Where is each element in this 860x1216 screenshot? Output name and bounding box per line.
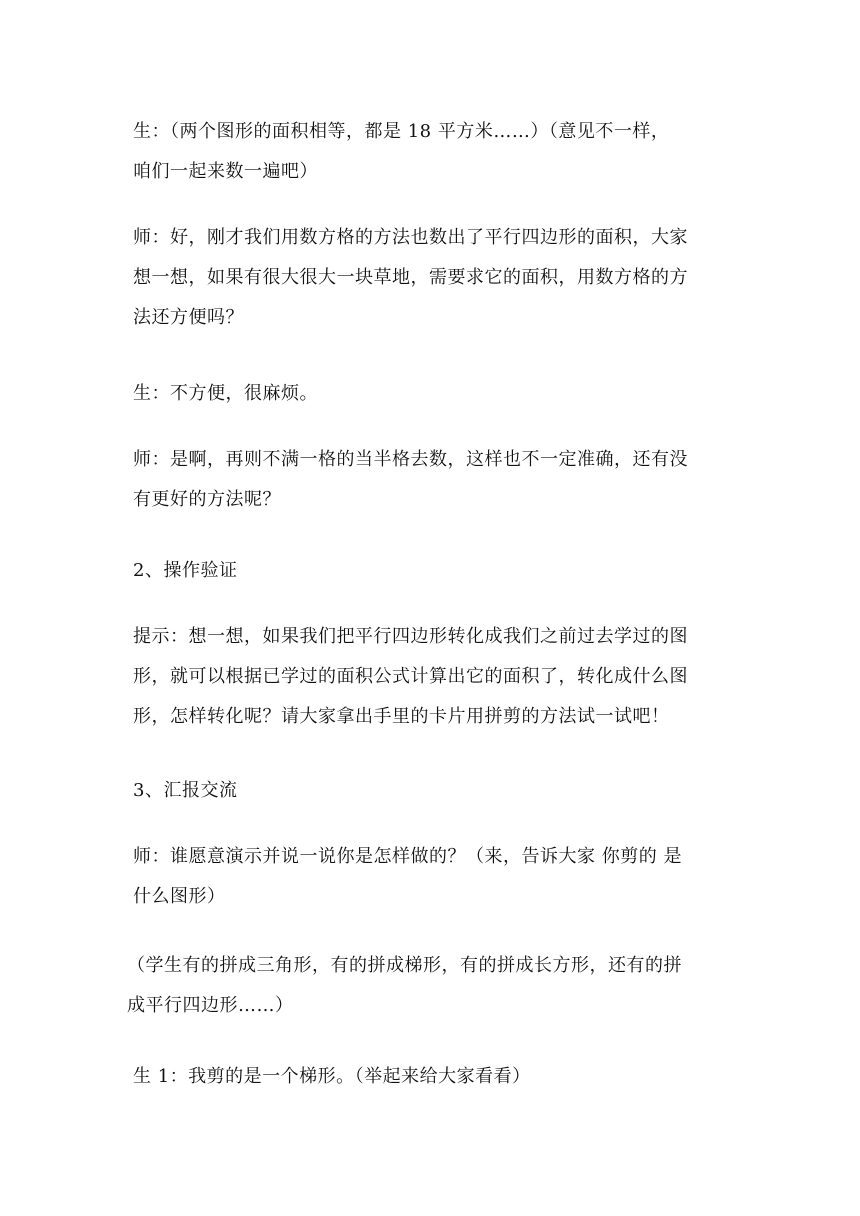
text-line: 生：不方便，很麻烦。 (133, 383, 318, 404)
paragraph-teacher-question (133, 218, 733, 338)
text-line: 师：好，刚才我们用数方格的方法也数出了平行四边形的面积，大家 (133, 227, 688, 248)
text-line: 师：是啊，再则不满一格的当半格去数，这样也不一定准确，还有没 (133, 449, 688, 470)
paragraph-teacher-followup (133, 440, 733, 520)
text-line: 2、操作验证 (133, 560, 238, 581)
paragraph-student-answer (133, 112, 733, 192)
text-line: （学生有的拼成三角形，有的拼成梯形，有的拼成长方形，还有的拼 (127, 955, 682, 976)
text-line: 3、汇报交流 (133, 780, 238, 801)
paragraph-student-one (133, 1057, 733, 1097)
paragraph-student-reply (133, 374, 733, 414)
text-line: 形，就可以根据已学过的面积公式计算出它的面积了，转化成什么图 (133, 666, 688, 687)
text-line: 想一想，如果有很大很大一块草地，需要求它的面积，用数方格的方 (133, 267, 688, 288)
text-line: 生 1：我剪的是一个梯形。（举起来给大家看看） (133, 1066, 531, 1087)
text-line: 师：谁愿意演示并说一说你是怎样做的？（来，告诉大家 你剪的 是 (133, 846, 682, 867)
text-line: 咱们一起来数一遍吧） (133, 161, 318, 182)
paragraph-student-shapes (127, 946, 727, 1026)
text-line: 提示：想一想，如果我们把平行四边形转化成我们之前过去学过的图 (133, 626, 688, 647)
text-line: 成平行四边形……） (127, 995, 294, 1016)
section-heading-report (133, 771, 733, 811)
text-line: 什么图形） (133, 886, 226, 907)
section-heading-operation (133, 551, 733, 591)
text-line: 生：（两个图形的面积相等，都是 18 平方米……）（意见不一样， (133, 121, 670, 142)
text-line: 法还方便吗？ (133, 307, 244, 328)
paragraph-teacher-invite (133, 837, 733, 917)
text-line: 形，怎样转化呢？请大家拿出手里的卡片用拼剪的方法试一试吧！ (133, 706, 670, 727)
paragraph-hint (133, 617, 733, 737)
text-line: 有更好的方法呢？ (133, 489, 281, 510)
